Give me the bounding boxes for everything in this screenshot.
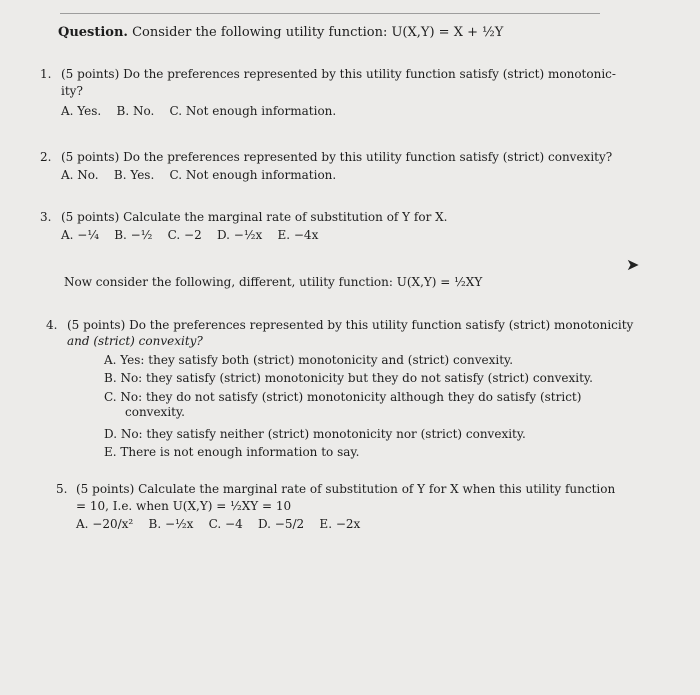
q4-option-e: E. There is not enough information to say. <box>104 445 360 459</box>
top-rule <box>60 13 600 14</box>
q4-text-line2: and (strict) convexity? <box>67 334 203 348</box>
q5-number: 5. <box>56 482 68 496</box>
question-label: Question. <box>58 25 128 40</box>
cursor-arrow-icon: ➤ <box>626 255 640 274</box>
q3-number: 3. <box>40 210 52 224</box>
q5-options: A. −20/x² B. −½x C. −4 D. −5/2 E. −2x <box>76 517 361 531</box>
q4-option-b: B. No: they satisfy (strict) monotonicity but they do not satisfy (strict) convexity. <box>104 371 593 385</box>
q4-option-a: A. Yes: they satisfy both (strict) monotonicity and (strict) convexity. <box>104 353 514 367</box>
q4-option-c: C. No: they do not satisfy (strict) monotonicity although they do satisfy (strict) <box>104 390 582 404</box>
q5-text-line1: (5 points) Calculate the marginal rate of substitution of Y for X when this utility function <box>76 482 616 496</box>
q5-text-line2: = 10, I.e. when U(X,Y) = ½XY = 10 <box>76 499 292 513</box>
q2-text: (5 points) Do the preferences represented by this utility function satisfy (strict) convexity? <box>61 150 613 164</box>
q4-number: 4. <box>46 318 58 332</box>
q1-text-line1: (5 points) Do the preferences represented by this utility function satisfy (strict) monotonic- <box>61 67 616 81</box>
q2-options: A. No. B. Yes. C. Not enough information. <box>61 168 337 182</box>
q1-text-line2: ity? <box>61 84 83 98</box>
question-intro: Consider the following utility function: U(X,Y) = X + ½Y <box>132 25 504 40</box>
q4-option-c-cont: convexity. <box>125 405 185 419</box>
q4-text-line1: (5 points) Do the preferences represented by this utility function satisfy (strict) monotonicity <box>67 318 634 332</box>
q2-number: 2. <box>40 150 52 164</box>
q3-text: (5 points) Calculate the marginal rate of substitution of Y for X. <box>61 210 448 224</box>
q1-options: A. Yes. B. No. C. Not enough information. <box>61 104 337 118</box>
q1-number: 1. <box>40 67 52 81</box>
q4-option-d: D. No: they satisfy neither (strict) monotonicity nor (strict) convexity. <box>104 427 526 441</box>
q3-options: A. −¼ B. −½ C. −2 D. −½x E. −4x <box>61 228 319 242</box>
intro-different-utility: Now consider the following, different, utility function: U(X,Y) = ½XY <box>64 275 483 289</box>
question-header <box>58 25 503 40</box>
